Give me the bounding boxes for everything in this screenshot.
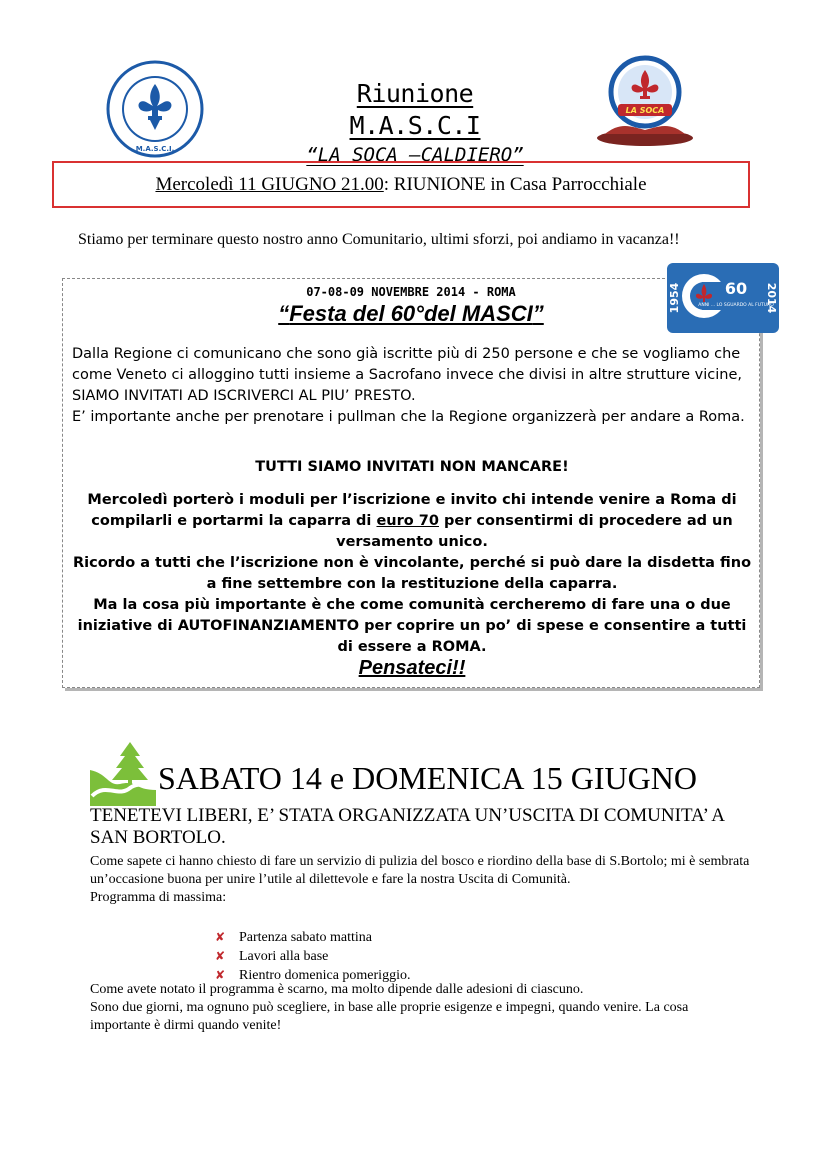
la-soca-banner-text: LA SOCA	[625, 106, 665, 115]
festa-title-text: Festa del 60°del MASCI	[289, 301, 533, 326]
cross-icon: ✘	[215, 930, 226, 944]
title-line-2: “LA SOCA –CALDIERO”	[306, 144, 524, 166]
badge-number: 60	[724, 279, 748, 298]
list-item: ✘ Lavori alla base	[215, 949, 329, 964]
la-soca-logo	[590, 52, 700, 148]
badge-year-right: 2014	[765, 282, 778, 314]
sabato-body	[90, 853, 750, 907]
festa-importante: Ma la cosa più importante è che come comunità cercheremo di fare una o due iniziative di AUTOFINANZIAMENTO per coprire un po’ di spese e consentire a tutti di essere a ROMA.	[77, 597, 747, 655]
badge-text: ANNI ... LO SGUARDO AL FUTURO	[698, 303, 774, 308]
festa-ricordo: Ricordo a tutti che l’iscrizione non è vincolante, perché si può dare la disdetta fino a fine settembre con la restituzione della caparra.	[72, 555, 752, 592]
program-label: Programma di massima:	[90, 890, 227, 905]
sabato-closing	[90, 981, 750, 1035]
meeting-place: : RIUNIONE in Casa Parrocchiale	[383, 174, 647, 195]
festa-invite-section	[70, 457, 754, 681]
anniversary-badge	[666, 262, 780, 334]
sabato-heading: SABATO 14 e DOMENICA 15 GIUGNO	[158, 760, 697, 796]
closing-line-2: Sono due giorni, ma ognuno può scegliere, in base alle proprie esigenze e impegni, quando venire. La cosa importante è dirmi quando venite!	[90, 1000, 689, 1033]
festa-invite: TUTTI SIAMO INVITATI NON MANCARE!	[255, 459, 569, 475]
festa-moduli: Mercoledì porterò i moduli per l’iscrizione e invito chi intende venire a Roma di compilarli e portarmi la caparra di euro 70 per consentirmi di procedere ad un versamento unico.	[87, 492, 737, 550]
meeting-date-time: Mercoledì 11 GIUGNO 21.00	[155, 174, 384, 195]
list-item: ✘ Partenza sabato mattina	[215, 930, 372, 945]
sabato-subheading: TENETEVI LIBERI, E’ STATA ORGANIZZATA UN’USCITA DI COMUNITA’ A SAN BORTOLO.	[90, 805, 724, 848]
festa-paragraph-1: Dalla Regione ci comunicano che sono già iscritte più di 250 persone e che se vogliamo che come Veneto ci alloggino tutti insieme a Sacrofano invece che divisi in altre strutture vicine, SIAMO INVITATI AD ISCRIVERCI AL PIU’ PRESTO.	[72, 346, 743, 404]
page-title	[290, 78, 540, 168]
cross-icon: ✘	[215, 949, 226, 963]
intro-text: Stiamo per terminare questo nostro anno Comunitario, ultimi sforzi, poi andiamo in vacanza!!	[78, 231, 680, 248]
closing-line-1: Come avete notato il programma è scarno, ma molto dipende dalle adesioni di ciascuno.	[90, 982, 584, 997]
title-line-1: Riunione M.A.S.C.I	[349, 79, 481, 140]
festa-body	[72, 344, 752, 428]
festa-date: 07-08-09 NOVEMBRE 2014 - ROMA	[306, 285, 516, 299]
masci-logo	[106, 60, 204, 158]
festa-title-close: ”	[532, 301, 544, 326]
program-list	[215, 928, 410, 985]
festa-title	[62, 301, 760, 327]
festa-pensateci: Pensateci!!	[358, 657, 466, 679]
badge-year-left: 1954	[668, 282, 681, 314]
meeting-announcement	[52, 161, 750, 208]
tree-path-icon	[90, 740, 160, 806]
festa-title-open: “	[278, 301, 290, 326]
sabato-body-text: Come sapete ci hanno chiesto di fare un servizio di pulizia del bosco e riordino della base di S.Bortolo; mi è sembrata un’occasione buona per unire l’utile al dilettevole e fare la nostra Uscita di Comunità.	[90, 854, 750, 887]
list-item: ✘ Rientro domenica pomeriggio.	[215, 968, 411, 983]
festa-paragraph-2: E’ importante anche per prenotare i pullman che la Regione organizzerà per andare a Roma.	[72, 409, 745, 425]
cross-icon: ✘	[215, 968, 226, 982]
festa-amount: euro 70	[376, 513, 439, 529]
masci-logo-text: M.A.S.C.I.	[135, 145, 175, 153]
